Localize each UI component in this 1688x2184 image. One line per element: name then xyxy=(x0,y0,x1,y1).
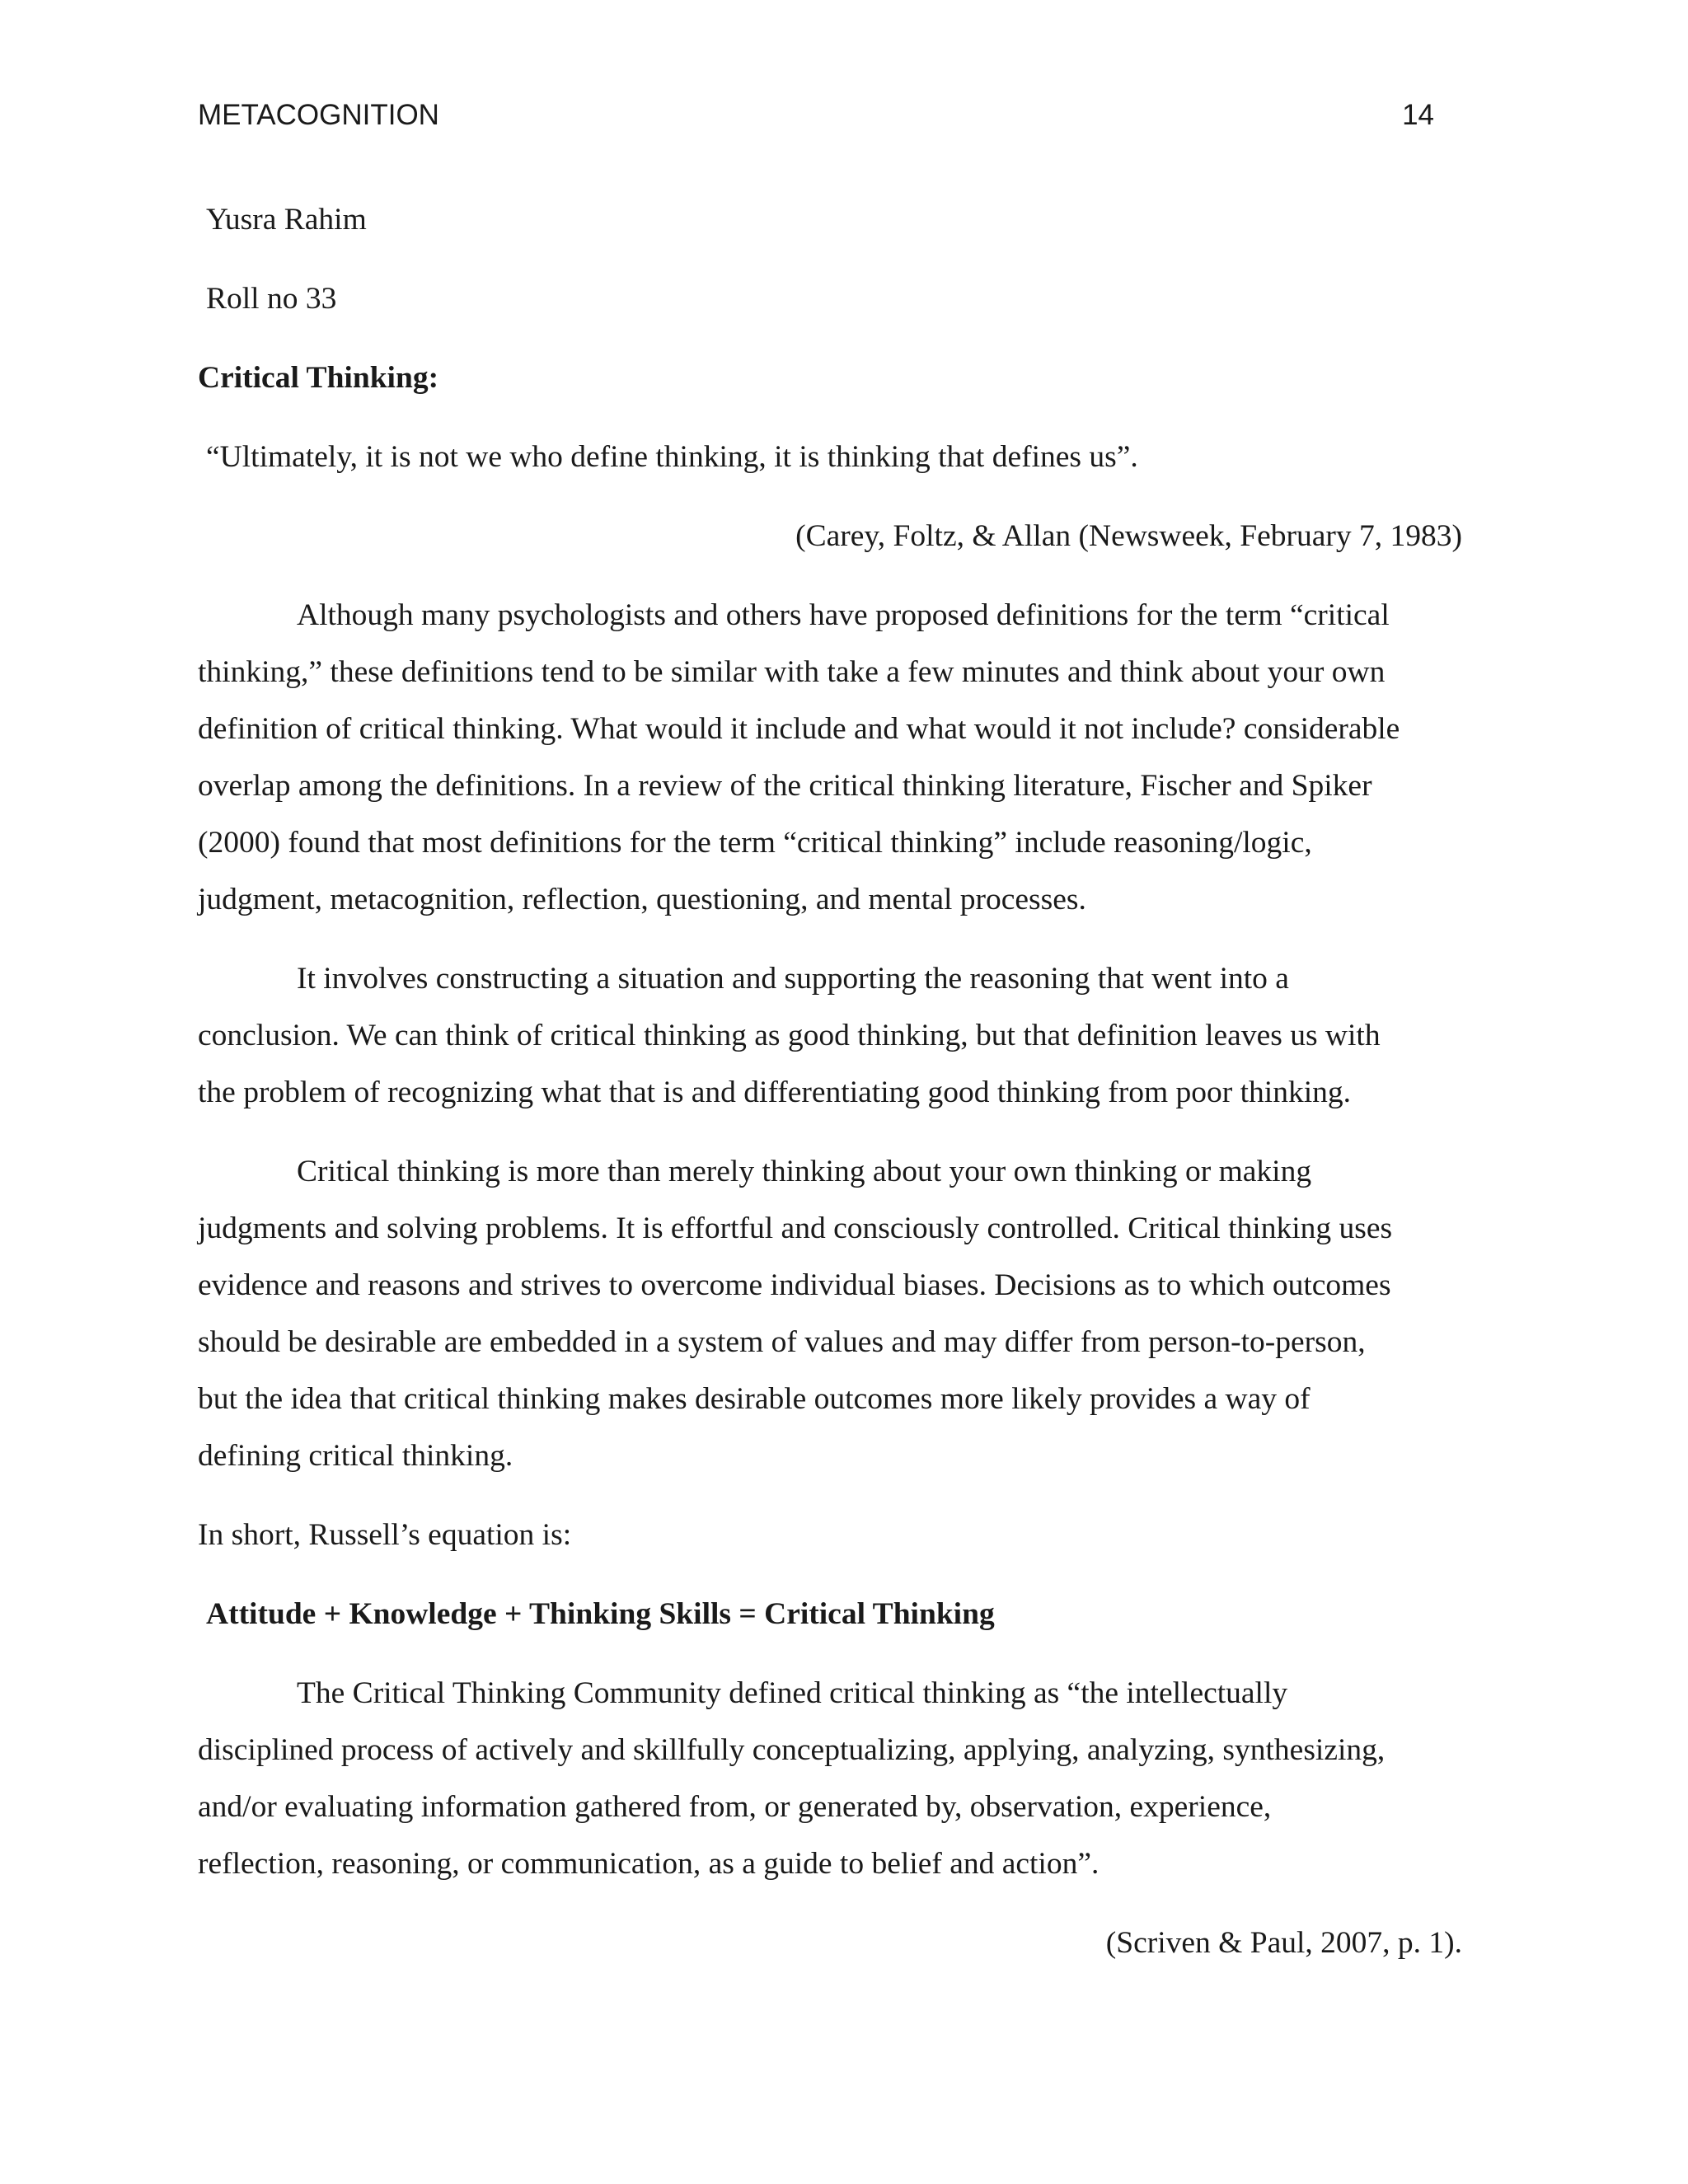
paragraph-line: thinking,” these definitions tend to be similar with take a few minutes and think about your own xyxy=(198,655,1386,689)
epigraph-citation: (Carey, Foltz, & Allan (Newsweek, February 7, 1983) xyxy=(795,519,1462,553)
final-citation: (Scriven & Paul, 2007, p. 1). xyxy=(1105,1926,1462,1960)
running-title: METACOGNITION xyxy=(198,99,439,131)
paragraph-line: reflection, reasoning, or communication, as a guide to belief and action”. xyxy=(198,1847,1100,1881)
paragraph-line: Critical thinking is more than merely thinking about your own thinking or making xyxy=(297,1155,1312,1188)
paragraph-line: judgments and solving problems. It is effortful and consciously controlled. Critical thinking uses xyxy=(198,1212,1393,1245)
paragraph-3 xyxy=(198,1143,1467,1484)
paragraph-line: but the idea that critical thinking makes desirable outcomes more likely provides a way of xyxy=(198,1382,1311,1416)
paragraph-line: (2000) found that most definitions for the term “critical thinking” include reasoning/logic, xyxy=(198,826,1312,860)
document-body xyxy=(198,191,1467,1994)
roll-number: Roll no 33 xyxy=(206,282,337,316)
page-number: 14 xyxy=(1402,99,1434,131)
paragraph-line: conclusion. We can think of critical thinking as good thinking, but that definition leaves us with xyxy=(198,1019,1381,1052)
russell-equation: Attitude + Knowledge + Thinking Skills = Critical Thinking xyxy=(206,1597,995,1631)
paragraph-line: the problem of recognizing what that is and differentiating good thinking from poor thinking. xyxy=(198,1076,1352,1109)
author-name: Yusra Rahim xyxy=(206,203,367,237)
paragraph-line: definition of critical thinking. What would it include and what would it not include? considerable xyxy=(198,712,1400,746)
paragraph-line: should be desirable are embedded in a system of values and may differ from person-to-person, xyxy=(198,1325,1366,1359)
paragraph-line: judgment, metacognition, reflection, questioning, and mental processes. xyxy=(198,883,1086,916)
paragraph-4 xyxy=(198,1665,1467,1892)
paragraph-line: and/or evaluating information gathered from, or generated by, observation, experience, xyxy=(198,1790,1272,1824)
paragraph-2 xyxy=(198,950,1467,1121)
paragraph-line: evidence and reasons and strives to overcome individual biases. Decisions as to which outcomes xyxy=(198,1268,1391,1302)
paragraph-line: The Critical Thinking Community defined critical thinking as “the intellectually xyxy=(297,1676,1288,1710)
paragraph-line: It involves constructing a situation and supporting the reasoning that went into a xyxy=(297,962,1289,996)
paragraph-line: disciplined process of actively and skillfully conceptualizing, applying, analyzing, synthesizing, xyxy=(198,1733,1386,1767)
paragraph-line: defining critical thinking. xyxy=(198,1439,513,1473)
section-heading: Critical Thinking: xyxy=(198,361,439,395)
equation-intro: In short, Russell’s equation is: xyxy=(198,1518,572,1552)
paragraph-line: Although many psychologists and others have proposed definitions for the term “critical xyxy=(297,598,1390,632)
epigraph-quote: “Ultimately, it is not we who define thinking, it is thinking that defines us”. xyxy=(206,440,1138,474)
paragraph-1 xyxy=(198,587,1467,928)
paragraph-line: overlap among the definitions. In a review of the critical thinking literature, Fischer and Spiker xyxy=(198,769,1372,803)
